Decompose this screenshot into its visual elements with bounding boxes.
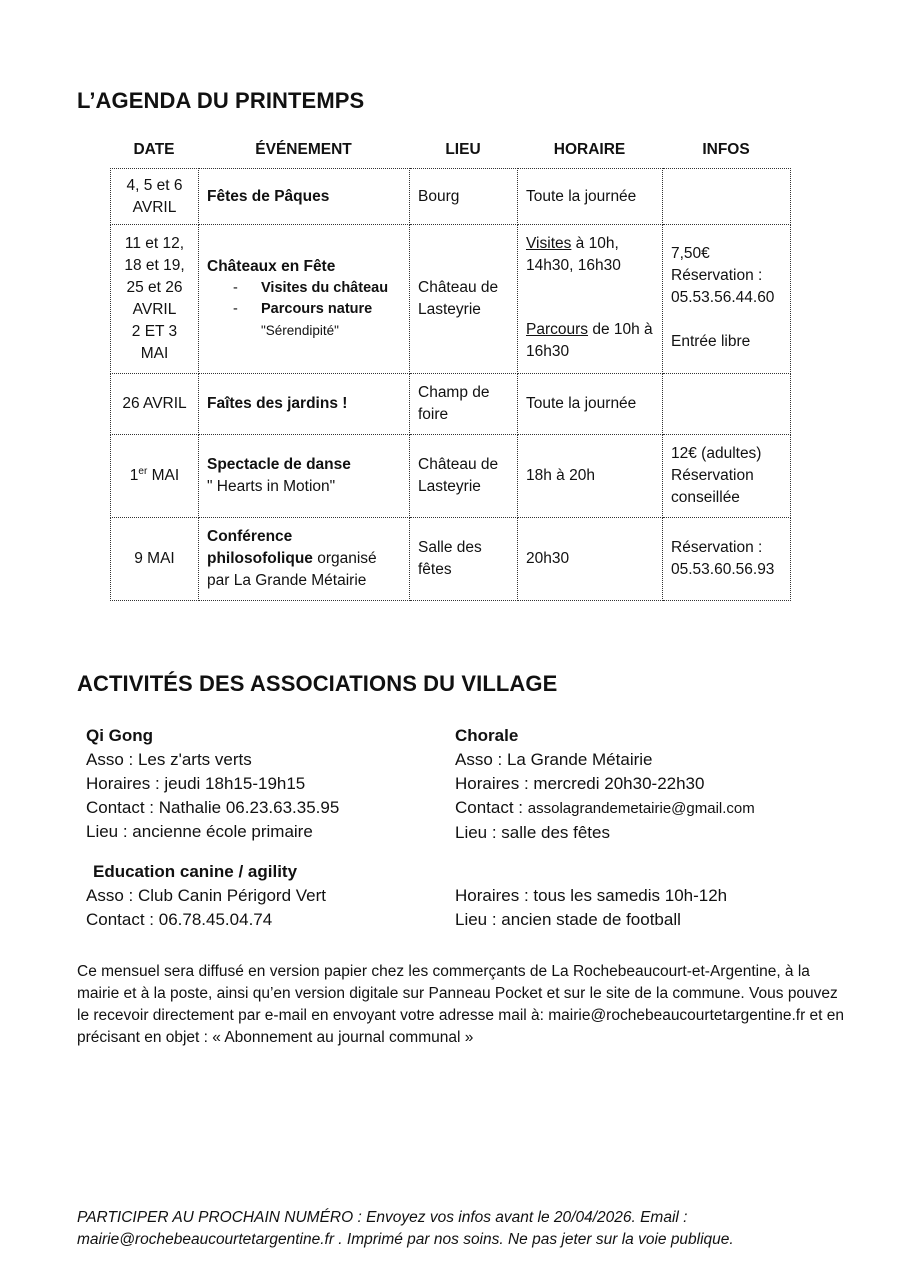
cell-time: Toute la journée: [518, 374, 663, 435]
cell-date: 4, 5 et 6 AVRIL: [111, 169, 199, 225]
agenda-table-header: [110, 141, 790, 163]
cell-event: Fêtes de Pâques: [199, 169, 410, 225]
cell-place: Château de Lasteyrie: [410, 435, 518, 518]
cell-time: Toute la journée: [518, 169, 663, 225]
cell-date: 9 MAI: [111, 518, 199, 601]
cell-info: 12€ (adultes) Réservation conseillée: [663, 435, 791, 518]
header-date: DATE: [133, 141, 175, 158]
agenda-title: L’AGENDA DU PRINTEMPS: [77, 88, 365, 113]
cell-place: Château de Lasteyrie: [410, 225, 518, 374]
cell-info: 7,50€ Réservation : 05.53.56.44.60 Entrée libre: [663, 225, 791, 374]
visites-link: Visites: [526, 235, 572, 252]
canine-name: Education canine / agility: [93, 862, 298, 881]
list-item: - Visites du château: [233, 280, 389, 296]
table-row: [111, 225, 791, 374]
cell-time: Visites à 10h, 14h30, 16h30 Parcours de 10h à 16h30: [518, 225, 663, 374]
chorale-name: Chorale: [455, 726, 519, 745]
cell-time: 20h30: [518, 518, 663, 601]
cell-place: Champ de foire: [410, 374, 518, 435]
table-row: [111, 518, 791, 601]
header-time: HORAIRE: [553, 141, 626, 158]
cell-info: Réservation : 05.53.60.56.93: [663, 518, 791, 601]
distribution-paragraph: Ce mensuel sera diffusé en version papier chez les commerçants de La Rochebeaucourt-et-Argentine, à la mairie et à la poste, ainsi qu’en version digitale sur Panneau Pocket et sur le site de la commune. Vous pouvez le recevoir directement par e-mail en envoyant votre adresse mail à: mairie@rochebeaucourtetargentine.fr et en précisant en objet : « Abonnement au journal communal »: [77, 963, 845, 1046]
cell-info: [663, 374, 791, 435]
cell-event: Conférence philosofolique organisé par La Grande Métairie: [199, 518, 410, 601]
cell-date: 26 AVRIL: [111, 374, 199, 435]
header-info: INFOS: [702, 141, 750, 158]
qigong-name: Qi Gong: [86, 726, 154, 745]
cell-date: 1er MAI: [111, 435, 199, 518]
parcours-link: Parcours: [526, 321, 589, 338]
header-place: LIEU: [445, 141, 481, 158]
cell-place: Bourg: [410, 169, 518, 225]
header-event: ÉVÉNEMENT: [255, 141, 352, 158]
table-row: [111, 169, 791, 225]
agenda-table: [110, 168, 791, 601]
canine-block: Education canine / agility Asso : Club Canin Périgord Vert Contact : 06.78.45.04.74: [86, 860, 446, 932]
cell-event: Châteaux en Fête - Visites du château - Parcours nature "Sérendipité": [199, 225, 410, 374]
associations-title: ACTIVITÉS DES ASSOCIATIONS DU VILLAGE: [77, 671, 558, 696]
list-item: - Parcours nature: [233, 301, 373, 317]
cell-place: Salle des fêtes: [410, 518, 518, 601]
cell-event: Spectacle de danse " Hearts in Motion": [199, 435, 410, 518]
cell-info: [663, 169, 791, 225]
cell-time: 18h à 20h: [518, 435, 663, 518]
cell-event: Faîtes des jardins !: [199, 374, 410, 435]
table-row: [111, 435, 791, 518]
canine-schedule: Horaires : tous les samedis 10h-12h Lieu : ancien stade de football: [455, 886, 728, 929]
participation-note: PARTICIPER AU PROCHAIN NUMÉRO : Envoyez vos infos avant le 20/04/2026. Email : mairie@rochebeaucourtetargentine.fr . Imprimé par nos soins. Ne pas jeter sur la voie publique.: [77, 1209, 734, 1248]
chorale-block: Chorale Asso : La Grande Métairie Horaires : mercredi 20h30-22h30 Contact : assolagrandemetairie@gmail.com Lieu : salle des fêtes: [455, 724, 875, 845]
table-row: [111, 374, 791, 435]
cell-date: 11 et 12, 18 et 19, 25 et 26 AVRIL 2 ET 3 MAI: [111, 225, 199, 374]
chorale-email: assolagrandemetairie@gmail.com: [527, 800, 755, 817]
qigong-block: Qi Gong Asso : Les z'arts verts Horaires : jeudi 18h15-19h15 Contact : Nathalie 06.23.63.35.95 Lieu : ancienne école primaire: [86, 724, 446, 844]
